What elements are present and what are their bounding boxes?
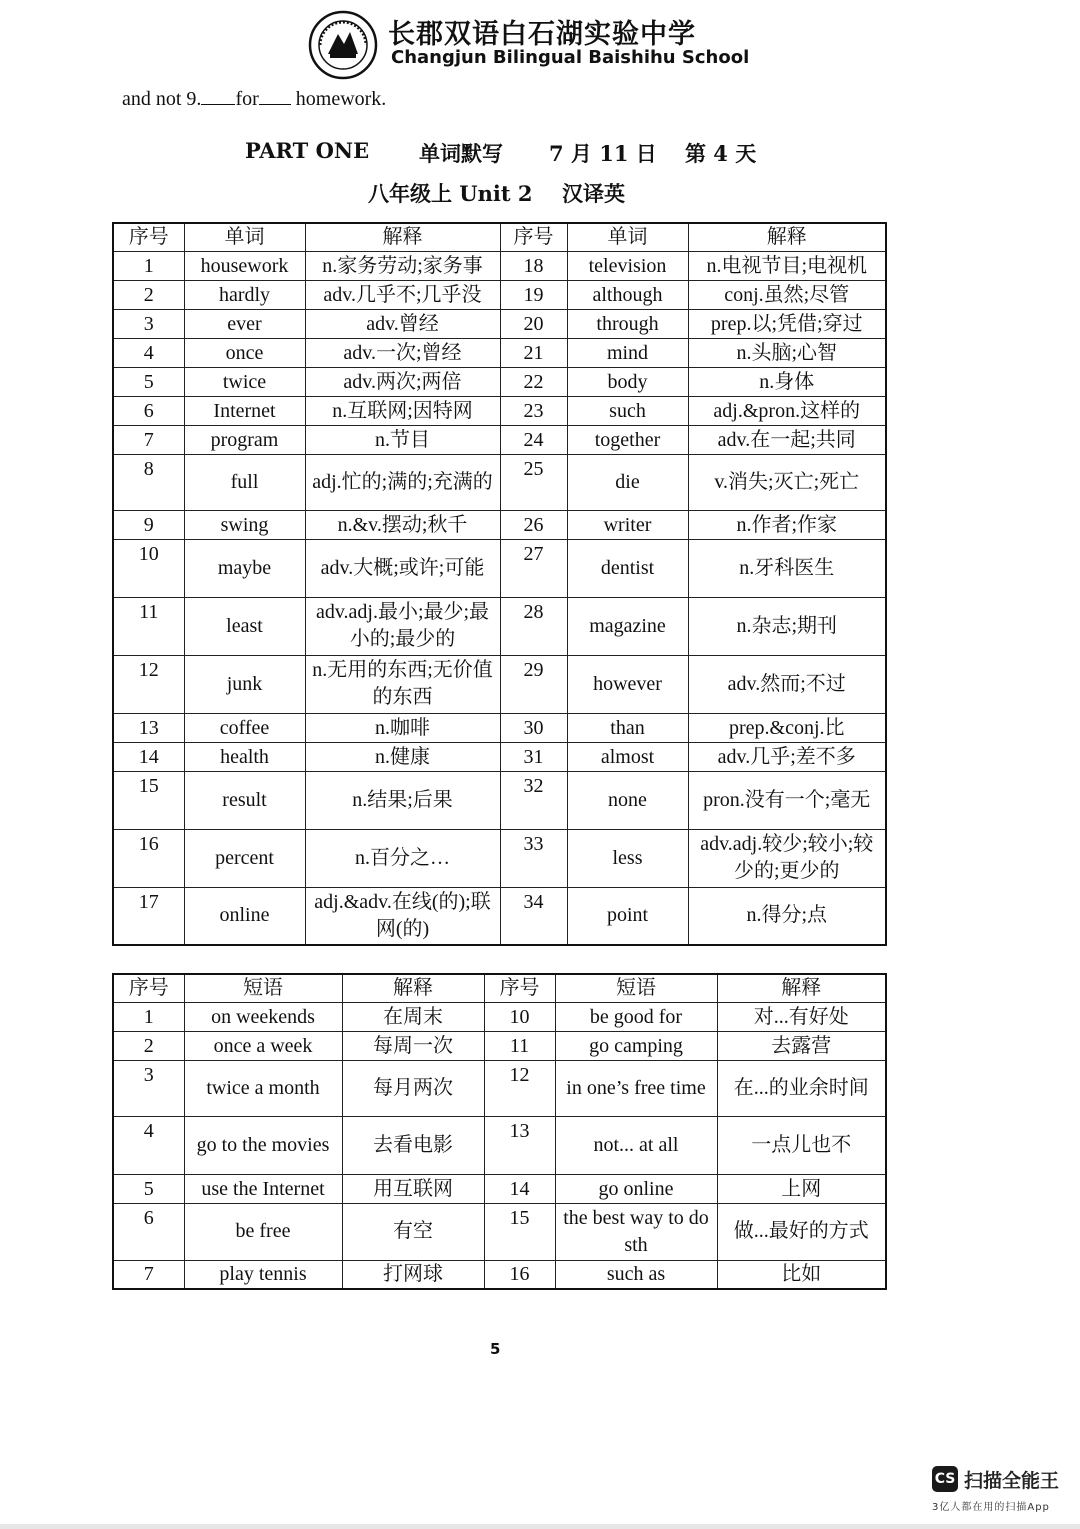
table-cell: 16 — [113, 829, 184, 887]
table-row — [113, 539, 886, 597]
table-cell: the best way to do sth — [555, 1203, 717, 1260]
school-name-cn: 长郡双语白石湖实验中学 — [388, 19, 696, 50]
table-cell: 打网球 — [342, 1260, 484, 1289]
table-cell: on weekends — [184, 1002, 342, 1031]
table-cell: although — [567, 280, 688, 309]
table-row — [113, 771, 886, 829]
carryover-blank-2 — [259, 84, 291, 105]
table-cell: result — [184, 771, 305, 829]
table-cell: 20 — [500, 309, 567, 338]
table-row — [113, 367, 886, 396]
school-name-en: Changjun Bilingual Baishihu School — [391, 47, 750, 68]
title-mode: 汉译英 — [562, 181, 625, 206]
school-logo-icon — [308, 10, 378, 80]
words-table — [112, 222, 887, 946]
table-cell: 做...最好的方式 — [717, 1203, 886, 1260]
table-cell: n.家务劳动;家务事 — [305, 251, 500, 280]
table-cell: 13 — [113, 713, 184, 742]
header-cell: 序号 — [113, 974, 184, 1002]
table-cell: 2 — [113, 1031, 184, 1060]
table-cell: adv.几乎;差不多 — [688, 742, 886, 771]
table-cell: program — [184, 425, 305, 454]
table-cell: adj.&adv.在线(的);联网(的) — [305, 887, 500, 945]
table-cell: 14 — [113, 742, 184, 771]
table-cell: such — [567, 396, 688, 425]
table-cell: 33 — [500, 829, 567, 887]
table-cell: n.互联网;因特网 — [305, 396, 500, 425]
table-cell: n.节目 — [305, 425, 500, 454]
table-cell: magazine — [567, 597, 688, 655]
table-cell: 15 — [113, 771, 184, 829]
table-cell: least — [184, 597, 305, 655]
table-row — [113, 1174, 886, 1203]
words-header-row — [113, 223, 886, 251]
table-cell: n.头脑;心智 — [688, 338, 886, 367]
header-cell: 单词 — [567, 223, 688, 251]
table-cell: 6 — [113, 396, 184, 425]
phrases-table — [112, 973, 887, 1290]
title-part: PART ONE — [245, 138, 370, 163]
table-cell: 11 — [113, 597, 184, 655]
table-cell: n.无用的东西;无价值的东西 — [305, 655, 500, 713]
table-cell: 3 — [113, 309, 184, 338]
header-cell: 序号 — [113, 223, 184, 251]
table-cell: n.电视节目;电视机 — [688, 251, 886, 280]
table-cell: adv.一次;曾经 — [305, 338, 500, 367]
table-cell: body — [567, 367, 688, 396]
camscanner-logo-icon: CS — [932, 1466, 958, 1492]
table-cell: 6 — [113, 1203, 184, 1260]
table-cell: 25 — [500, 454, 567, 510]
table-cell: twice — [184, 367, 305, 396]
table-cell: 15 — [484, 1203, 555, 1260]
table-row — [113, 1002, 886, 1031]
table-cell: go to the movies — [184, 1116, 342, 1174]
table-cell: 18 — [500, 251, 567, 280]
table-cell: dentist — [567, 539, 688, 597]
table-cell: point — [567, 887, 688, 945]
table-cell: 去露营 — [717, 1031, 886, 1060]
table-cell: n.得分;点 — [688, 887, 886, 945]
table-cell: prep.&conj.比 — [688, 713, 886, 742]
table-cell: 4 — [113, 338, 184, 367]
table-cell: 11 — [484, 1031, 555, 1060]
table-cell: however — [567, 655, 688, 713]
table-cell: almost — [567, 742, 688, 771]
table-cell: adv.两次;两倍 — [305, 367, 500, 396]
title-unit: 八年级上 Unit 2 — [368, 181, 533, 206]
carryover-text-c: homework. — [290, 88, 387, 110]
table-cell: n.作者;作家 — [688, 510, 886, 539]
page-number: 5 — [490, 1340, 501, 1358]
table-cell: adv.大概;或许;可能 — [305, 539, 500, 597]
table-cell: television — [567, 251, 688, 280]
table-cell: 31 — [500, 742, 567, 771]
carryover-line — [122, 84, 386, 111]
header-cell: 解释 — [717, 974, 886, 1002]
table-cell: 8 — [113, 454, 184, 510]
table-cell: 32 — [500, 771, 567, 829]
table-cell: adv.adj.最小;最少;最小的;最少的 — [305, 597, 500, 655]
table-cell: 14 — [484, 1174, 555, 1203]
header-cell: 序号 — [500, 223, 567, 251]
table-cell: adv.在一起;共同 — [688, 425, 886, 454]
table-cell: pron.没有一个;毫无 — [688, 771, 886, 829]
table-cell: 24 — [500, 425, 567, 454]
table-row — [113, 742, 886, 771]
scan-bottom-edge — [0, 1524, 1080, 1529]
carryover-blank-1 — [201, 84, 235, 105]
camscanner-tagline: 3亿人都在用的扫描App — [932, 1502, 1050, 1513]
table-cell: n.身体 — [688, 367, 886, 396]
table-cell: twice a month — [184, 1060, 342, 1116]
table-cell: 30 — [500, 713, 567, 742]
table-cell: 在周末 — [342, 1002, 484, 1031]
title-day: 第 4 天 — [685, 141, 757, 166]
table-cell: than — [567, 713, 688, 742]
table-cell: n.咖啡 — [305, 713, 500, 742]
table-cell: go online — [555, 1174, 717, 1203]
camscanner-app-name: 扫描全能王 — [964, 1470, 1060, 1492]
table-cell: coffee — [184, 713, 305, 742]
table-cell: use the Internet — [184, 1174, 342, 1203]
table-cell: junk — [184, 655, 305, 713]
table-cell: through — [567, 309, 688, 338]
table-cell: n.结果;后果 — [305, 771, 500, 829]
title-date: 7 月 11 日 — [549, 141, 657, 166]
table-cell: 5 — [113, 367, 184, 396]
table-cell: 在...的业余时间 — [717, 1060, 886, 1116]
table-cell: swing — [184, 510, 305, 539]
table-cell: 一点儿也不 — [717, 1116, 886, 1174]
table-cell: 每月两次 — [342, 1060, 484, 1116]
table-cell: writer — [567, 510, 688, 539]
table-row — [113, 510, 886, 539]
table-cell: 19 — [500, 280, 567, 309]
table-row — [113, 1060, 886, 1116]
table-cell: in one’s free time — [555, 1060, 717, 1116]
table-row — [113, 1116, 886, 1174]
table-cell: 2 — [113, 280, 184, 309]
header-cell: 序号 — [484, 974, 555, 1002]
table-cell: adj.忙的;满的;充满的 — [305, 454, 500, 510]
table-cell: 1 — [113, 1002, 184, 1031]
table-cell: ever — [184, 309, 305, 338]
table-cell: online — [184, 887, 305, 945]
table-cell: n.健康 — [305, 742, 500, 771]
table-cell: Internet — [184, 396, 305, 425]
table-cell: 12 — [484, 1060, 555, 1116]
table-cell: 22 — [500, 367, 567, 396]
table-cell: n.百分之… — [305, 829, 500, 887]
table-cell: maybe — [184, 539, 305, 597]
subtitle-row — [0, 178, 1000, 206]
phrases-header-row — [113, 974, 886, 1002]
table-cell: full — [184, 454, 305, 510]
table-cell: 用互联网 — [342, 1174, 484, 1203]
table-row — [113, 597, 886, 655]
table-cell: adv.曾经 — [305, 309, 500, 338]
table-cell: prep.以;凭借;穿过 — [688, 309, 886, 338]
table-cell: not... at all — [555, 1116, 717, 1174]
table-cell: 13 — [484, 1116, 555, 1174]
table-cell: 7 — [113, 1260, 184, 1289]
table-cell: n.杂志;期刊 — [688, 597, 886, 655]
table-cell: 28 — [500, 597, 567, 655]
table-cell: 16 — [484, 1260, 555, 1289]
table-cell: conj.虽然;尽管 — [688, 280, 886, 309]
table-cell: once a week — [184, 1031, 342, 1060]
header-cell: 解释 — [688, 223, 886, 251]
table-cell: none — [567, 771, 688, 829]
table-row — [113, 396, 886, 425]
table-row — [113, 280, 886, 309]
table-cell: health — [184, 742, 305, 771]
table-cell: go camping — [555, 1031, 717, 1060]
table-row — [113, 338, 886, 367]
table-cell: 17 — [113, 887, 184, 945]
title-task: 单词默写 — [419, 141, 503, 166]
table-cell: together — [567, 425, 688, 454]
table-cell: 去看电影 — [342, 1116, 484, 1174]
table-cell: 比如 — [717, 1260, 886, 1289]
table-row — [113, 251, 886, 280]
header-cell: 解释 — [305, 223, 500, 251]
table-row — [113, 425, 886, 454]
table-cell: once — [184, 338, 305, 367]
table-cell: play tennis — [184, 1260, 342, 1289]
header-cell: 短语 — [555, 974, 717, 1002]
table-cell: percent — [184, 829, 305, 887]
table-cell: 1 — [113, 251, 184, 280]
table-cell: 有空 — [342, 1203, 484, 1260]
table-cell: 10 — [113, 539, 184, 597]
table-cell: 4 — [113, 1116, 184, 1174]
table-cell: die — [567, 454, 688, 510]
table-row — [113, 713, 886, 742]
table-cell: 10 — [484, 1002, 555, 1031]
table-cell: adj.&pron.这样的 — [688, 396, 886, 425]
table-cell: housework — [184, 251, 305, 280]
table-cell: adv.然而;不过 — [688, 655, 886, 713]
table-cell: 21 — [500, 338, 567, 367]
carryover-text-a: and not 9. — [122, 88, 202, 110]
table-cell: 34 — [500, 887, 567, 945]
table-row — [113, 829, 886, 887]
table-cell: adv.adj.较少;较小;较少的;更少的 — [688, 829, 886, 887]
table-cell: 27 — [500, 539, 567, 597]
header-cell: 短语 — [184, 974, 342, 1002]
table-cell: 对...有好处 — [717, 1002, 886, 1031]
table-cell: hardly — [184, 280, 305, 309]
table-cell: be free — [184, 1203, 342, 1260]
table-cell: 5 — [113, 1174, 184, 1203]
table-row — [113, 454, 886, 510]
table-cell: 26 — [500, 510, 567, 539]
table-cell: 29 — [500, 655, 567, 713]
table-cell: mind — [567, 338, 688, 367]
table-row — [113, 1031, 886, 1060]
table-cell: n.牙科医生 — [688, 539, 886, 597]
table-cell: 23 — [500, 396, 567, 425]
table-cell: n.&v.摆动;秋千 — [305, 510, 500, 539]
carryover-text-b: for — [235, 88, 259, 110]
table-cell: less — [567, 829, 688, 887]
table-row — [113, 309, 886, 338]
title-row — [0, 138, 1000, 166]
table-row — [113, 1260, 886, 1289]
table-cell: such as — [555, 1260, 717, 1289]
table-cell: adv.几乎不;几乎没 — [305, 280, 500, 309]
header-cell: 解释 — [342, 974, 484, 1002]
header-cell: 单词 — [184, 223, 305, 251]
table-row — [113, 655, 886, 713]
table-row — [113, 1203, 886, 1260]
table-cell: 上网 — [717, 1174, 886, 1203]
table-cell: v.消失;灭亡;死亡 — [688, 454, 886, 510]
table-row — [113, 887, 886, 945]
table-cell: be good for — [555, 1002, 717, 1031]
table-cell: 7 — [113, 425, 184, 454]
table-cell: 3 — [113, 1060, 184, 1116]
table-cell: 每周一次 — [342, 1031, 484, 1060]
table-cell: 12 — [113, 655, 184, 713]
table-cell: 9 — [113, 510, 184, 539]
